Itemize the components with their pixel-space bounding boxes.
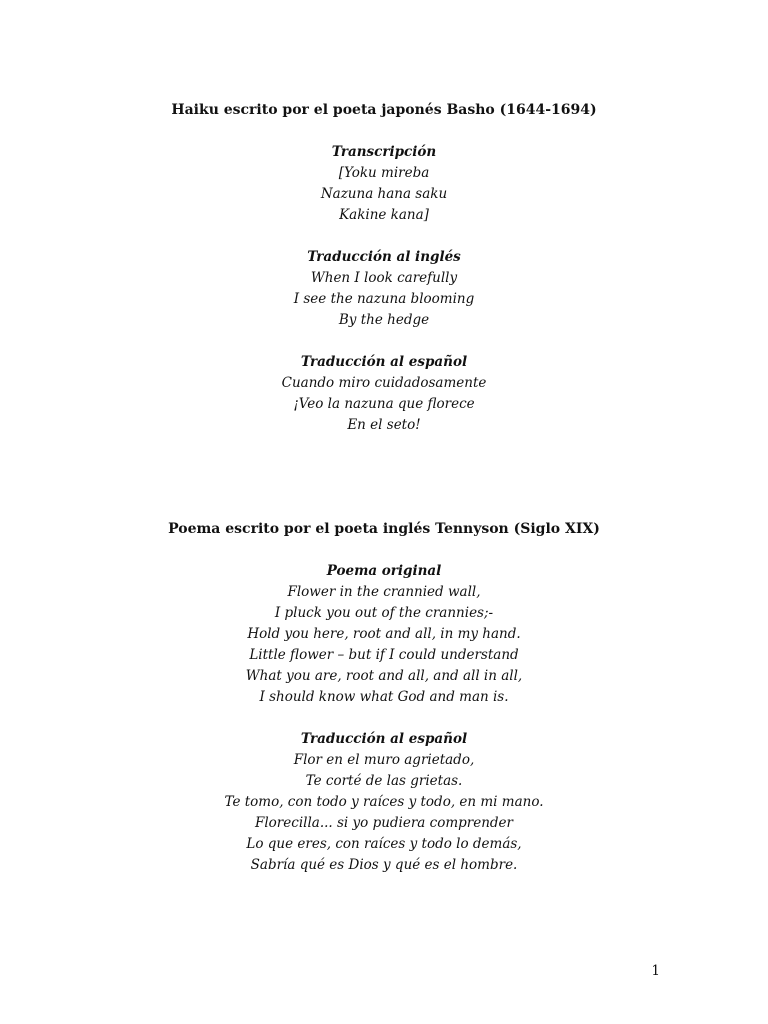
original-poem-line: I should know what God and man is. [259, 689, 509, 705]
english-translation-line: When I look carefully [310, 270, 458, 286]
tennyson-section [0, 519, 768, 876]
haiku-transcription-block [0, 142, 768, 226]
haiku-title: Haiku escrito por el poeta japonés Basho (1644-1694) [171, 102, 597, 118]
haiku-spanish-block [0, 352, 768, 436]
english-translation-line: By the hedge [338, 312, 430, 328]
english-translation-heading: Traducción al inglés [307, 249, 461, 265]
spanish-translation-line: Flor en el muro agrietado, [293, 752, 475, 768]
page-number: 1 [651, 963, 660, 979]
tennyson-title: Poema escrito por el poeta inglés Tennyson (Siglo XIX) [168, 521, 600, 537]
tennyson-original-block [0, 561, 768, 708]
transcription-line: Nazuna hana saku [320, 186, 448, 202]
original-poem-line: Hold you here, root and all, in my hand. [247, 626, 521, 642]
tennyson-spanish-block [0, 729, 768, 876]
haiku-english-block [0, 247, 768, 331]
spanish-translation-line: Lo que eres, con raíces y todo lo demás, [246, 836, 522, 852]
transcription-line: Kakine kana] [339, 207, 429, 223]
spanish-translation-heading: Traducción al español [300, 731, 468, 747]
spanish-translation-line: Te tomo, con todo y raíces y todo, en mi mano. [224, 794, 544, 810]
spanish-translation-line: Sabría qué es Dios y qué es el hombre. [250, 857, 518, 873]
spanish-translation-line: En el seto! [347, 417, 421, 433]
spanish-translation-heading: Traducción al español [300, 354, 468, 370]
spanish-translation-line: Florecilla... si yo pudiera comprender [255, 815, 513, 831]
english-translation-line: I see the nazuna blooming [293, 291, 475, 307]
transcription-heading: Transcripción [331, 144, 437, 160]
original-poem-line: Flower in the crannied wall, [287, 584, 481, 600]
spanish-translation-line: Te corté de las grietas. [305, 773, 463, 789]
haiku-section [0, 100, 768, 436]
original-poem-line: What you are, root and all, and all in all, [245, 668, 523, 684]
transcription-line: [Yoku mireba [338, 165, 430, 181]
original-poem-heading: Poema original [326, 563, 442, 579]
spanish-translation-line: Cuando miro cuidadosamente [281, 375, 487, 391]
original-poem-line: Little flower – but if I could understand [249, 647, 519, 663]
spanish-translation-line: ¡Veo la nazuna que florece [293, 396, 475, 412]
original-poem-line: I pluck you out of the crannies;- [274, 605, 494, 621]
